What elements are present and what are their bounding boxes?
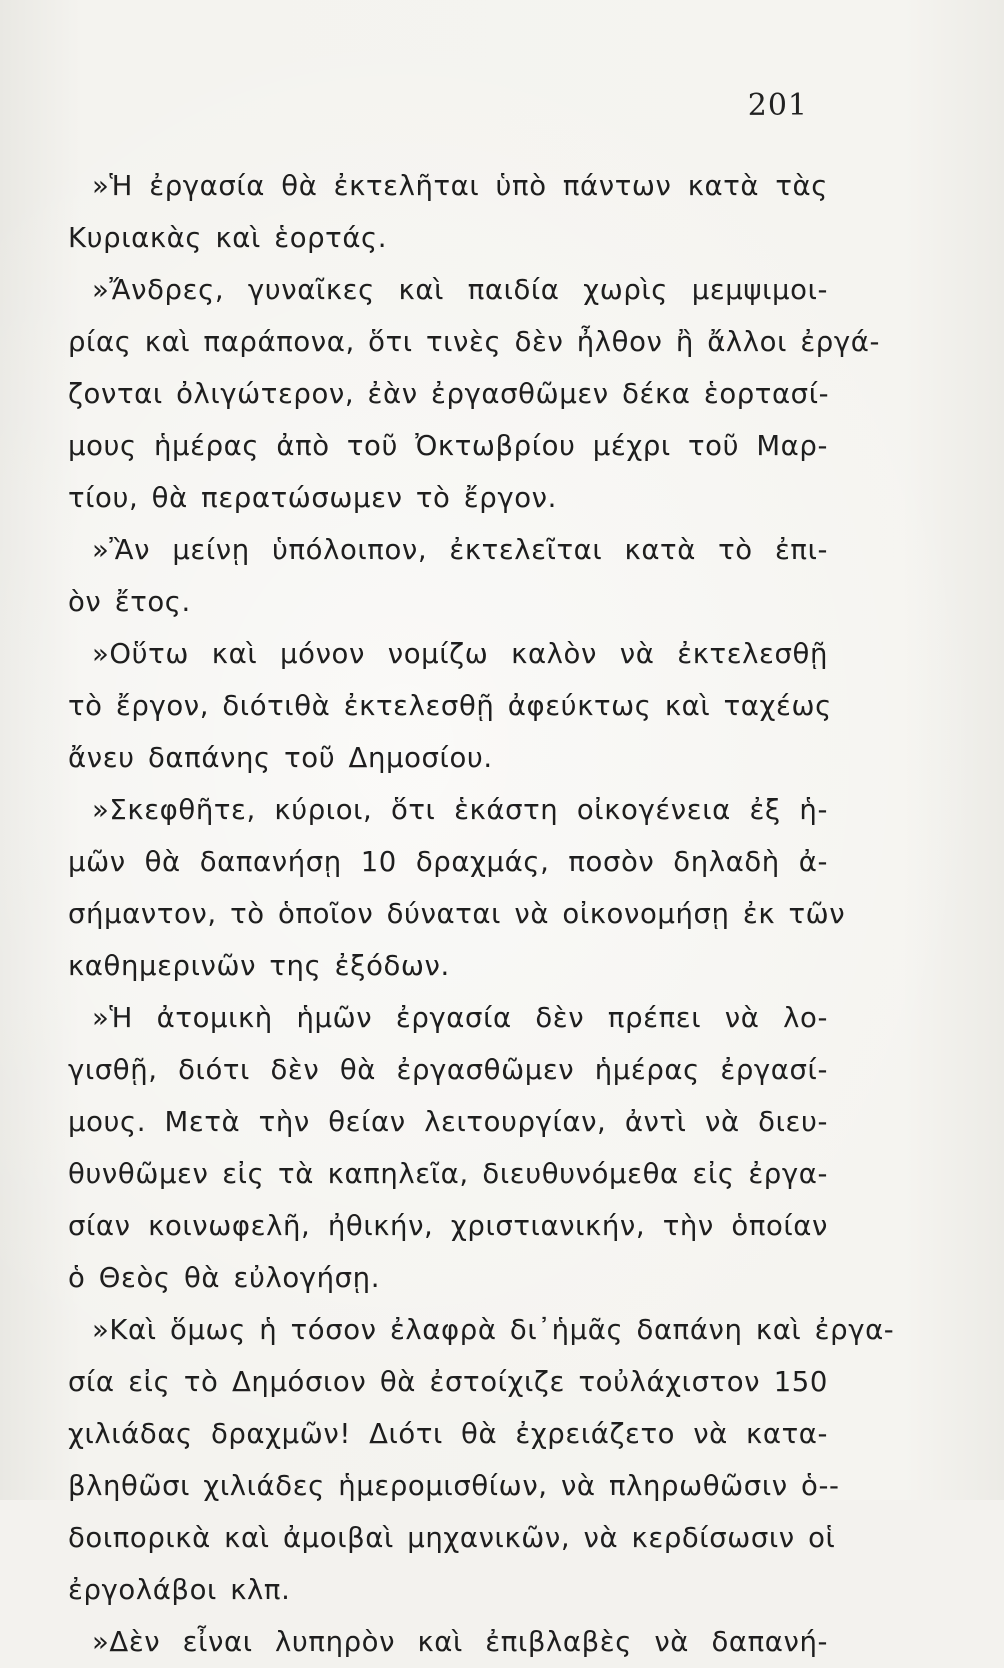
text-line: ρίας καὶ παράπονα, ὅτι τινὲς δὲν ἦλθον ἢ ἄλλοι ἐργά- (68, 326, 880, 358)
text-line: καθημερινῶν της ἐξόδων. (68, 950, 450, 982)
text-line: τίου, θὰ περατώσωμεν τὸ ἔργον. (68, 482, 557, 514)
text-line: τὸ ἔργον, διότιθὰ ἐκτελεσθῇ ἀφεύκτως καὶ ταχέως (68, 690, 832, 722)
text-line: μους ἡμέρας ἀπὸ τοῦ Ὀκτωβρίου μέχρι τοῦ Μαρ- (68, 430, 828, 462)
text-line: θυνθῶμεν εἰς τὰ καπηλεῖα, διευθυνόμεθα εἰς ἐργα- (68, 1158, 828, 1190)
text-line: γισθῇ, διότι δὲν θὰ ἐργασθῶμεν ἡμέρας ἐργασί- (68, 1054, 828, 1086)
text-line: »Καὶ ὅμως ἡ τόσον ἐλαφρὰ δι᾿ἡμᾶς δαπάνη καὶ ἐργα- (92, 1314, 895, 1346)
text-line: »Σκεφθῆτε, κύριοι, ὅτι ἑκάστη οἰκογένεια ἐξ ἡ- (92, 794, 828, 826)
text-line: »Ἡ ἐργασία θὰ ἐκτελῆται ὑπὸ πάντων κατὰ τὰς (92, 170, 828, 202)
text-line: »Ἄνδρες, γυναῖκες καὶ παιδία χωρὶς μεμψιμοι- (92, 274, 828, 306)
text-line: Κυριακὰς καὶ ἑορτάς. (68, 222, 388, 254)
text-line: μῶν θὰ δαπανήσῃ 10 δραχμάς, ποσὸν δηλαδὴ ἀ- (68, 846, 828, 878)
text-line: σήμαντον, τὸ ὁποῖον δύναται νὰ οἰκονομήσῃ ἐκ τῶν (68, 898, 846, 930)
text-line: »Ἂν μείνῃ ὑπόλοιπον, ἐκτελεῖται κατὰ τὸ ἐπι- (92, 534, 828, 566)
text-line: σία εἰς τὸ Δημόσιον θὰ ἐστοίχιζε τοὐλάχιστον 150 (68, 1366, 828, 1398)
text-line: ὁ Θεὸς θὰ εὐλογήσῃ. (68, 1262, 381, 1294)
text-line: »Δὲν εἶναι λυπηρὸν καὶ ἐπιβλαβὲς νὰ δαπανή- (92, 1626, 828, 1658)
text-line: ζονται ὀλιγώτερον, ἐὰν ἐργασθῶμεν δέκα ἑορτασί- (68, 378, 830, 410)
text-line: »Οὕτω καὶ μόνον νομίζω καλὸν νὰ ἐκτελεσθῇ (92, 638, 828, 670)
text-line: μους. Μετὰ τὴν θείαν λειτουργίαν, ἀντὶ νὰ διευ- (68, 1106, 828, 1138)
page-number: 201 (747, 88, 808, 123)
text-line: χιλιάδας δραχμῶν! Διότι θὰ ἐχρειάζετο νὰ κατα- (68, 1418, 828, 1450)
text-line: βληθῶσι χιλιάδες ἡμερομισθίων, νὰ πληρωθῶσιν ὁ-- (68, 1470, 840, 1502)
text-line: ὸν ἔτος. (68, 586, 191, 618)
text-line: σίαν κοινωφελῆ, ἠθικήν, χριστιανικήν, τὴν ὁποίαν (68, 1210, 828, 1242)
body-text (68, 160, 895, 1668)
text-line: ἐργολάβοι κλπ. (68, 1574, 291, 1606)
text-line: »Ἡ ἀτομικὴ ἡμῶν ἐργασία δὲν πρέπει νὰ λο- (92, 1002, 828, 1034)
text-line: ἄνευ δαπάνης τοῦ Δημοσίου. (68, 742, 493, 774)
text-line: δοιπορικὰ καὶ ἀμοιβαὶ μηχανικῶν, νὰ κερδίσωσιν οἱ (68, 1522, 836, 1554)
